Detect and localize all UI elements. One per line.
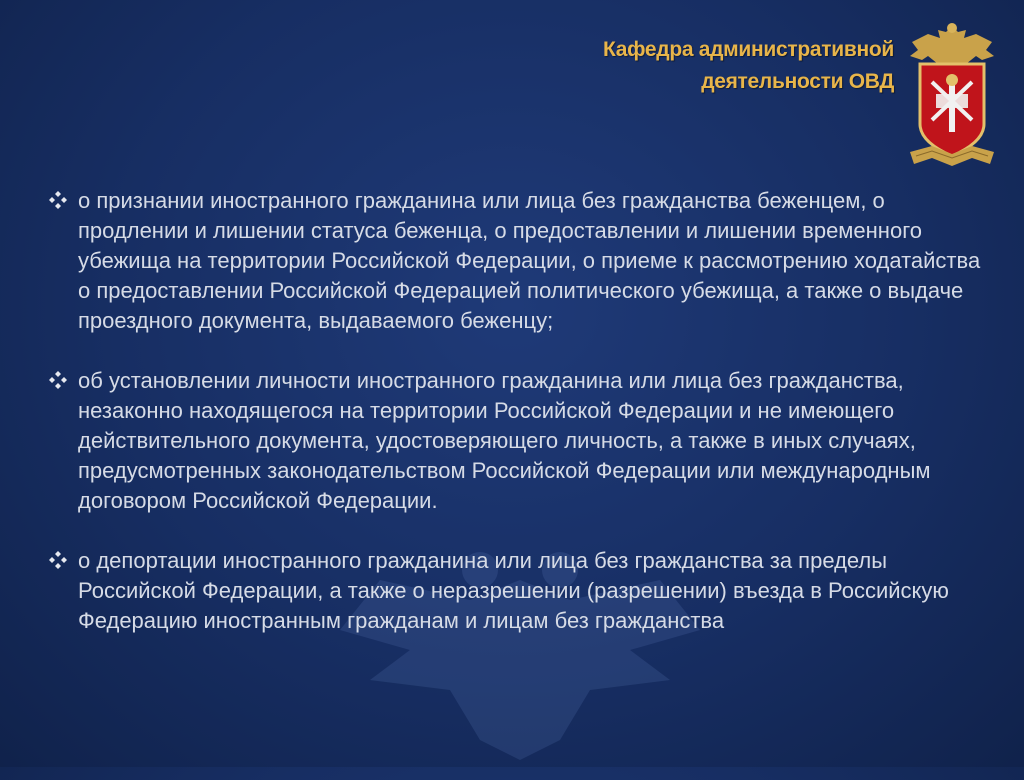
list-item-text: об установлении личности иностранного гражданина или лица без гражданства, незаконно находящегося на территории Российской Федерации и не имеющего действительного документа, удостоверяющего личность, а также в иных случаях, предусмотренных законодательством Российской Федерации или международным договором Российской Федерации. <box>78 368 931 513</box>
four-diamond-bullet-icon <box>48 370 68 390</box>
list-item <box>48 366 988 516</box>
list-item-text: о депортации иностранного гражданина или лица без гражданства за пределы Российской Федерации, а также о неразрешении (разрешении) въезда в Российскую Федерацию иностранным гражданам и лицам без гражданства <box>78 548 949 633</box>
department-title-line2: деятельности ОВД <box>701 70 894 93</box>
list-item <box>48 546 988 636</box>
list-item <box>48 186 988 336</box>
department-title <box>603 34 894 98</box>
list-item-text: о признании иностранного гражданина или лица без гражданства беженцем, о продлении и лишении статуса беженца, о предоставлении и лишении временного убежища на территории Российской Федерации, о приеме к рассмотрению ходатайства о предоставлении Российской Федерацией политического убежища, а также о выдаче проездного документа, выдаваемого беженцу; <box>78 188 981 333</box>
four-diamond-bullet-icon <box>48 550 68 570</box>
department-title-line1: Кафедра административной <box>602 38 894 61</box>
police-emblem-icon <box>906 20 998 170</box>
bullet-list <box>48 186 988 666</box>
four-diamond-bullet-icon <box>48 190 68 210</box>
